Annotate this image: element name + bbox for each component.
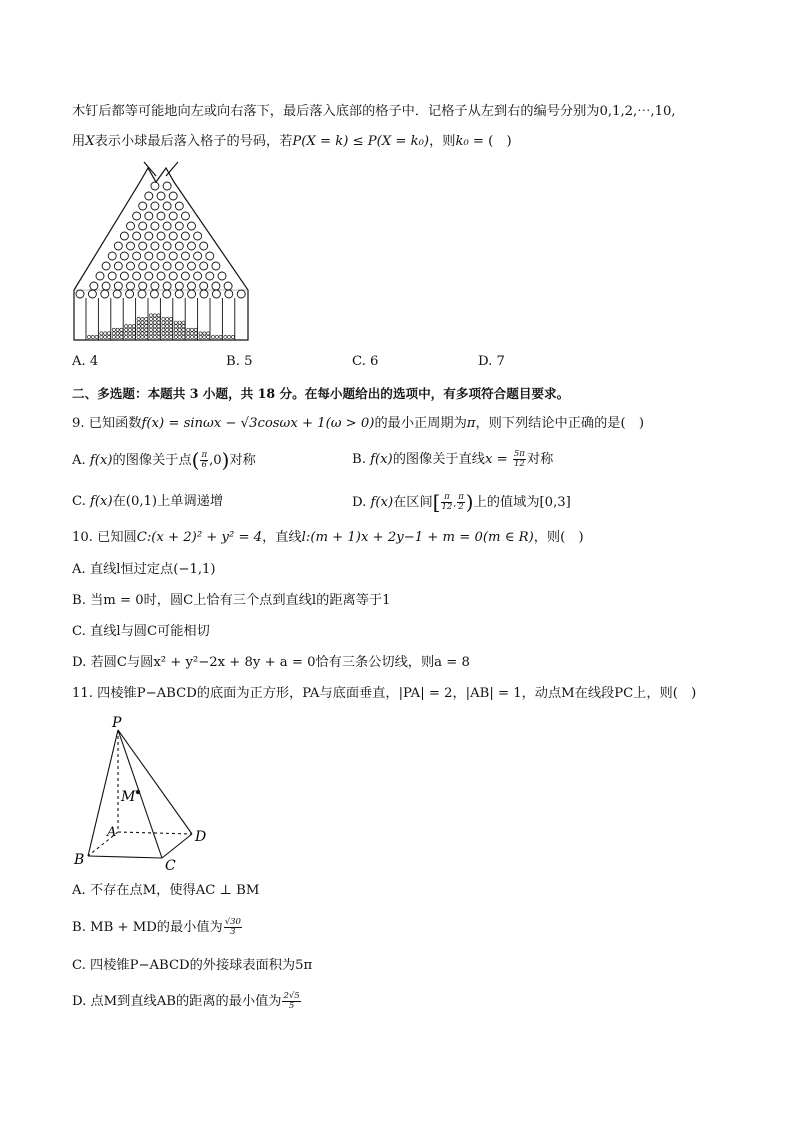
ball	[125, 325, 128, 328]
ball	[137, 328, 140, 331]
ball	[157, 321, 160, 324]
peg	[194, 252, 202, 260]
ball	[145, 325, 148, 328]
ball	[112, 332, 115, 335]
peg	[212, 282, 220, 290]
peg	[163, 282, 171, 290]
peg	[169, 192, 177, 200]
peg	[139, 202, 147, 210]
peg	[188, 222, 196, 230]
ball	[141, 325, 144, 328]
ball	[169, 325, 172, 328]
ball	[120, 332, 123, 335]
ball	[215, 335, 218, 338]
ball	[194, 335, 197, 338]
peg	[108, 252, 116, 260]
peg	[145, 232, 153, 240]
ball	[162, 335, 165, 338]
q11-option-d[interactable]: D. 点M到直线AB的距离的最小值为 $\frac{2√5}{5}$	[72, 991, 300, 1011]
label-a: A	[107, 825, 117, 840]
peg	[139, 242, 147, 250]
q11-stem: 11. 四棱锥P−ABCD的底面为正方形，PA与底面垂直，|PA| = 2，|AB| = 1，动点M在线段PC上，则( )	[72, 686, 697, 701]
ball	[112, 335, 115, 338]
ball	[149, 335, 152, 338]
peg	[163, 262, 171, 270]
peg	[175, 222, 183, 230]
ball	[207, 335, 210, 338]
label-m: M	[121, 789, 136, 805]
q9-option-c[interactable]: C. f(x)在(0,1)上单调递增	[72, 494, 224, 509]
ball	[182, 325, 185, 328]
ball	[178, 328, 181, 331]
ball	[137, 325, 140, 328]
ball	[125, 335, 128, 338]
ball	[190, 335, 193, 338]
q11-option-b[interactable]: B. MB + MD的最小值为 $\frac{√30}{3}$	[72, 917, 241, 937]
ball	[112, 328, 115, 331]
section-2-heading: 二、多选题：本题共 3 小题，共 18 分。在每小题给出的选项中，有多项符合题目要求。	[72, 386, 570, 401]
q11-option-a[interactable]: A. 不存在点M，使得AC ⊥ BM	[72, 883, 260, 898]
ball	[162, 325, 165, 328]
peg	[225, 290, 233, 298]
ball	[166, 335, 169, 338]
peg	[126, 290, 134, 298]
peg	[127, 242, 135, 250]
peg	[194, 272, 202, 280]
peg	[90, 282, 98, 290]
peg	[175, 282, 183, 290]
peg	[212, 262, 220, 270]
ball	[141, 335, 144, 338]
ball	[132, 325, 135, 328]
ball	[116, 328, 119, 331]
peg	[151, 182, 159, 190]
ball	[107, 335, 110, 338]
peg	[224, 282, 232, 290]
peg	[120, 272, 128, 280]
ball	[153, 332, 156, 335]
ball	[187, 332, 190, 335]
ball	[199, 335, 202, 338]
ball	[137, 332, 140, 335]
peg	[145, 252, 153, 260]
q11-option-c[interactable]: C. 四棱锥P−ABCD的外接球表面积为5π	[72, 958, 313, 973]
label-p: P	[112, 715, 122, 731]
peg	[169, 212, 177, 220]
ball	[157, 332, 160, 335]
ball	[137, 321, 140, 324]
peg	[188, 242, 196, 250]
ball	[153, 321, 156, 324]
ball	[107, 332, 110, 335]
peg	[188, 290, 196, 298]
peg	[139, 282, 147, 290]
peg	[88, 290, 96, 298]
peg	[175, 242, 183, 250]
ball	[166, 325, 169, 328]
ball	[157, 335, 160, 338]
ball	[228, 335, 231, 338]
label-b: B	[74, 852, 85, 868]
ball	[125, 332, 128, 335]
ball	[178, 335, 181, 338]
ball	[145, 335, 148, 338]
ball	[116, 332, 119, 335]
peg	[133, 212, 141, 220]
peg	[138, 290, 146, 298]
ball	[166, 321, 169, 324]
peg	[127, 282, 135, 290]
ball	[100, 335, 103, 338]
peg	[151, 222, 159, 230]
ball	[166, 317, 169, 320]
ball	[203, 335, 206, 338]
peg	[157, 212, 165, 220]
ball	[169, 317, 172, 320]
point-m	[136, 790, 140, 794]
q8-option-a[interactable]: A. 4	[72, 354, 99, 369]
q10-option-d[interactable]: D. 若圆C与圆x² + y²−2x + 8y + a = 0恰有三条公切线，则a = 8	[72, 655, 470, 670]
ball	[145, 317, 148, 320]
q8-stem-line2: 用X表示小球最后落入格子的号码，若P(X = k) ≤ P(X = k₀)，则k₀ = ( )	[72, 134, 512, 149]
label-c: C	[165, 858, 176, 874]
ball	[187, 328, 190, 331]
ball	[194, 332, 197, 335]
peg	[102, 282, 110, 290]
ball	[219, 335, 222, 338]
peg	[157, 272, 165, 280]
ball	[145, 321, 148, 324]
peg	[163, 182, 171, 190]
ball	[174, 328, 177, 331]
q9-option-b[interactable]: B. f(x)的图像关于直线x = $\frac{5\pi}{12}$ 对称	[352, 449, 554, 469]
peg	[102, 262, 110, 270]
ball	[157, 325, 160, 328]
peg	[150, 290, 158, 298]
ball	[91, 335, 94, 338]
ball	[141, 328, 144, 331]
peg	[163, 242, 171, 250]
peg	[76, 290, 84, 298]
ball	[104, 335, 107, 338]
ball	[174, 321, 177, 324]
ball	[153, 328, 156, 331]
peg	[96, 272, 104, 280]
peg	[113, 290, 121, 298]
peg	[169, 232, 177, 240]
ball	[190, 332, 193, 335]
ball	[182, 321, 185, 324]
ball	[231, 335, 234, 338]
ball	[149, 321, 152, 324]
q9-option-a[interactable]: A. f(x)的图像关于点( $\frac{\pi}{6}$ ,0)对称	[72, 448, 256, 472]
peg	[206, 272, 214, 280]
ball	[169, 332, 172, 335]
peg	[145, 192, 153, 200]
peg	[139, 262, 147, 270]
galton-board-figure	[70, 158, 252, 344]
ball	[182, 328, 185, 331]
ball	[178, 325, 181, 328]
peg	[175, 290, 183, 298]
pyramid-figure	[70, 710, 220, 874]
q8-option-d[interactable]: D. 7	[478, 354, 505, 369]
peg	[127, 262, 135, 270]
ball	[95, 335, 98, 338]
ball	[199, 332, 202, 335]
ball	[128, 325, 131, 328]
ball	[145, 328, 148, 331]
peg	[169, 252, 177, 260]
peg	[133, 232, 141, 240]
peg	[163, 222, 171, 230]
ball	[116, 335, 119, 338]
ball	[207, 332, 210, 335]
peg	[114, 282, 122, 290]
ball	[104, 332, 107, 335]
ball	[190, 328, 193, 331]
q10-option-a[interactable]: A. 直线l恒过定点(−1,1)	[72, 562, 216, 577]
ball	[174, 335, 177, 338]
ball	[153, 317, 156, 320]
peg	[157, 232, 165, 240]
peg	[169, 272, 177, 280]
ball	[166, 328, 169, 331]
peg	[101, 290, 109, 298]
peg	[175, 262, 183, 270]
peg	[181, 272, 189, 280]
peg	[188, 262, 196, 270]
ball	[128, 328, 131, 331]
peg	[108, 272, 116, 280]
peg	[181, 212, 189, 220]
peg	[120, 252, 128, 260]
peg	[200, 262, 208, 270]
board-outline	[74, 168, 248, 340]
ball	[166, 332, 169, 335]
ball	[132, 328, 135, 331]
peg	[200, 290, 208, 298]
q10-option-c[interactable]: C. 直线l与圆C可能相切	[72, 624, 210, 639]
peg	[133, 252, 141, 260]
peg	[114, 242, 122, 250]
peg	[163, 202, 171, 210]
ball	[153, 325, 156, 328]
ball	[174, 332, 177, 335]
ball	[178, 332, 181, 335]
q8-option-c[interactable]: C. 6	[352, 354, 379, 369]
peg	[200, 242, 208, 250]
ball	[128, 335, 131, 338]
ball	[87, 335, 90, 338]
ball	[182, 335, 185, 338]
ball	[169, 335, 172, 338]
peg	[181, 252, 189, 260]
ball	[169, 321, 172, 324]
peg	[127, 222, 135, 230]
ball	[162, 321, 165, 324]
peg	[145, 272, 153, 280]
ball	[162, 332, 165, 335]
ball	[162, 317, 165, 320]
ball	[182, 332, 185, 335]
ball	[149, 325, 152, 328]
ball	[137, 335, 140, 338]
ball	[162, 328, 165, 331]
peg	[212, 290, 220, 298]
peg	[200, 282, 208, 290]
ball	[174, 325, 177, 328]
peg	[157, 192, 165, 200]
ball	[211, 335, 214, 338]
peg	[194, 232, 202, 240]
q10-stem: 10. 已知圆C:(x + 2)² + y² = 4，直线l:(m + 1)x + 2y−1 + m = 0(m ∈ R)，则( )	[72, 530, 584, 545]
ball	[120, 328, 123, 331]
q8-stem-line1: 木钉后都等可能地向左或向右落下，最后落入底部的格子中．记格子从左到右的编号分别为0,1,2,⋯,10,	[72, 104, 676, 119]
peg	[151, 282, 159, 290]
ball	[100, 332, 103, 335]
ball	[224, 335, 227, 338]
ball	[132, 335, 135, 338]
ball	[203, 332, 206, 335]
ball	[153, 314, 156, 317]
peg	[145, 212, 153, 220]
peg	[139, 222, 147, 230]
ball	[149, 332, 152, 335]
q10-option-b[interactable]: B. 当m = 0时，圆C上恰有三个点到直线l的距离等于1	[72, 593, 391, 608]
peg	[120, 232, 128, 240]
peg	[175, 202, 183, 210]
ball	[157, 317, 160, 320]
ball	[145, 332, 148, 335]
ball	[149, 317, 152, 320]
peg	[151, 262, 159, 270]
ball	[141, 317, 144, 320]
ball	[153, 335, 156, 338]
ball	[120, 335, 123, 338]
peg	[151, 202, 159, 210]
ball	[157, 314, 160, 317]
ball	[132, 332, 135, 335]
label-d: D	[195, 829, 207, 845]
peg	[188, 282, 196, 290]
peg	[114, 262, 122, 270]
ball	[187, 335, 190, 338]
peg	[181, 232, 189, 240]
ball	[157, 328, 160, 331]
peg	[163, 290, 171, 298]
ball	[141, 321, 144, 324]
peg	[151, 242, 159, 250]
peg	[157, 252, 165, 260]
ball	[194, 328, 197, 331]
ball	[125, 328, 128, 331]
q9-option-d[interactable]: D. f(x)在区间[ $\frac{\pi}{12}$ , $\frac{\pi}{2}$ )上的值域为[0,3]	[352, 490, 571, 514]
ball	[149, 328, 152, 331]
peg	[237, 290, 245, 298]
q9-stem: 9. 已知函数f(x) = sinωx − √3cosωx + 1(ω > 0)的最小正周期为π，则下列结论中正确的是( )	[72, 416, 644, 431]
peg	[206, 252, 214, 260]
ball	[169, 328, 172, 331]
peg	[218, 272, 226, 280]
ball	[137, 317, 140, 320]
ball	[141, 332, 144, 335]
ball	[149, 314, 152, 317]
q8-option-b[interactable]: B. 5	[226, 354, 253, 369]
ball	[178, 321, 181, 324]
ball	[128, 332, 131, 335]
peg	[133, 272, 141, 280]
